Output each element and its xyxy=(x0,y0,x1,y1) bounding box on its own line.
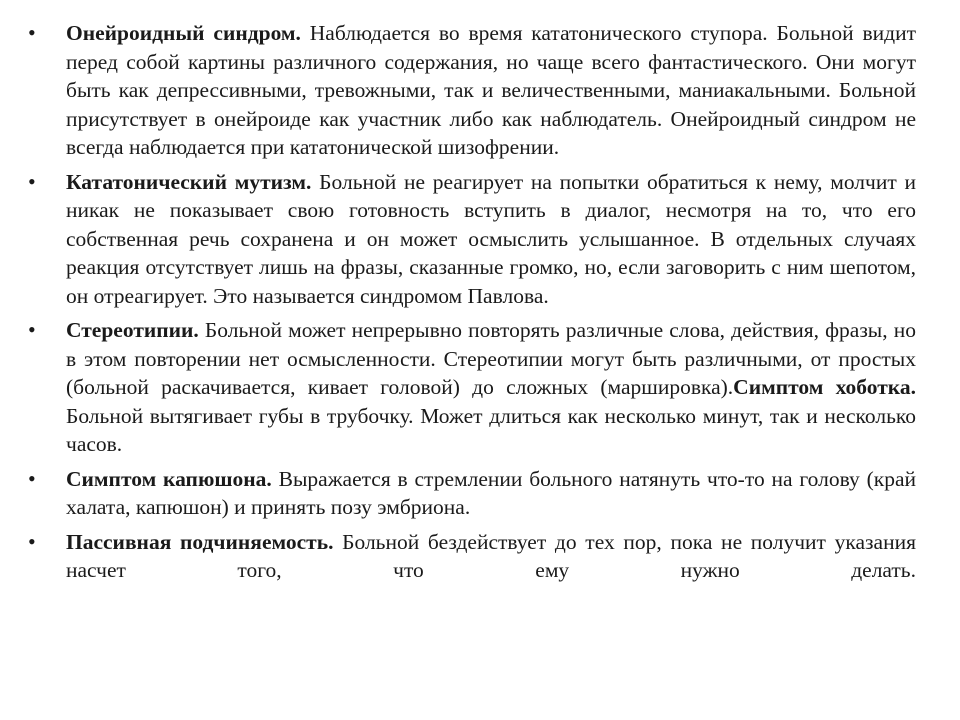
list-item-passive-obedience xyxy=(28,528,916,585)
term-description-secondary: Больной вытягивает губы в трубочку. Может длиться как несколько минут, так и несколько часов. xyxy=(66,403,916,456)
list-item-hood xyxy=(28,465,916,522)
term-description: Больной может непрерывно повторять различные слова, действия, фразы, но в этом повторении нет осмысленности. Стереотипии могут быть различными, от простых (больной раскачивается, кивает головой) до сложных (маршировка). xyxy=(66,318,916,399)
list-item-stereotypy xyxy=(28,316,916,459)
term-heading: Онейроидный синдром. xyxy=(66,21,301,45)
bullet-icon: • xyxy=(28,465,36,491)
term-description: Больной не реагирует на попытки обратиться к нему, молчит и никак не показывает свою готовность вступить в диалог, несмотря на то, что его собственная речь сохранена и он может осмыслить услышанное. В отдельных случаях реакция отсутствует лишь на фразы, сказанные громко, но, если заговорить с ним шепотом, он отреагирует. Это называется синдромом Павлова. xyxy=(66,169,916,308)
term-heading: Кататонический мутизм. xyxy=(66,169,312,194)
term-description: Больной бездействует до тех пор, пока не получит указания насчет того, что ему нужно делать. xyxy=(66,529,916,582)
term-heading: Стереотипии. xyxy=(66,318,199,342)
bullet-list xyxy=(28,19,916,591)
bullet-icon: • xyxy=(28,20,36,45)
bullet-icon: • xyxy=(28,317,36,342)
term-description: Выражается в стремлении больного натянуть что-то на голову (край халата, капюшон) и принять позу эмбриона. xyxy=(66,466,916,519)
paragraph xyxy=(66,465,916,522)
list-item-oneiroid xyxy=(28,19,916,162)
term-heading-secondary: Симптом хоботка. xyxy=(733,375,916,399)
bullet-icon: • xyxy=(28,168,36,194)
term-heading: Симптом капюшона. xyxy=(66,466,272,491)
term-description: Наблюдается во время кататонического ступора. Больной видит перед собой картины различного содержания, но чаще всего фантастического. Они могут быть как депрессивными, тревожными, так и величественными, маниакальными. Больной присутствует в онейроиде как участник либо как наблюдатель. Онейроидный синдром не всегда наблюдается при кататонической шизофрении. xyxy=(66,21,916,159)
bullet-icon: • xyxy=(28,528,36,554)
paragraph xyxy=(66,316,916,459)
list-item-mutism xyxy=(28,168,916,311)
term-heading: Пассивная подчиняемость. xyxy=(66,529,334,554)
paragraph xyxy=(66,528,916,585)
paragraph xyxy=(66,168,916,311)
paragraph xyxy=(66,19,916,162)
